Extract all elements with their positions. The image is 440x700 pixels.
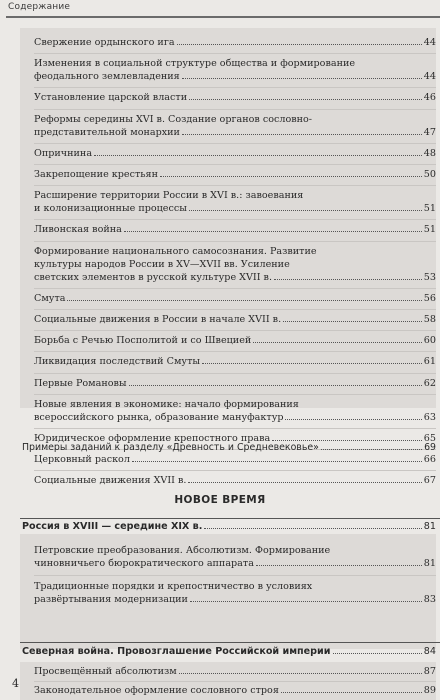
toc-entry — [34, 453, 436, 466]
toc-entry-page: 63 — [423, 411, 436, 423]
toc-entry-line: и колонизационные процессы — [34, 203, 187, 215]
leader-dots — [189, 99, 422, 100]
leader-dots — [202, 363, 422, 364]
toc-entry-line: Борьба с Речью Посполитой и со Швецией — [34, 335, 252, 347]
toc-entry-line: Свержение ордынского ига — [34, 37, 175, 48]
toc-entry — [34, 580, 436, 606]
leader-dots — [333, 653, 422, 654]
toc-entry-line: Опричнина — [34, 147, 93, 159]
leader-dots — [160, 176, 422, 177]
entry-divider — [34, 219, 436, 220]
toc-entry — [34, 292, 436, 305]
toc-entry-line: Просвещённый абсолютизм — [34, 666, 177, 677]
toc-entry-line: Петровские преобразования. Абсолютизм. Формирование — [34, 545, 331, 556]
leader-dots — [188, 482, 421, 483]
entry-divider — [34, 87, 436, 88]
entry-divider — [34, 470, 436, 471]
toc-entry-page: 50 — [423, 169, 436, 180]
toc-entry-page: 51 — [423, 224, 436, 236]
toc-entry-page: 51 — [423, 203, 436, 215]
toc-entry-line: Законодательное оформление сословного строя — [34, 685, 279, 696]
toc-entry-page: 47 — [423, 126, 436, 138]
leader-dots — [177, 44, 422, 45]
entry-divider — [34, 288, 436, 289]
toc-entry-line: Социальные движения в России в начале XVII в. — [34, 314, 282, 325]
entry-divider — [34, 241, 436, 242]
toc-entry-line: чиновничьего бюрократического аппарата — [34, 558, 254, 569]
toc-entry-page: 61 — [423, 356, 436, 368]
toc-entry — [34, 665, 436, 678]
chapter-page: 81 — [423, 521, 436, 532]
toc-entry — [34, 398, 436, 424]
toc-entry-page: 44 — [423, 37, 436, 48]
toc-entry-page: 67 — [423, 475, 436, 487]
entry-divider — [34, 575, 436, 576]
toc-entry — [34, 355, 436, 368]
toc-entry — [34, 334, 436, 347]
section-title-new-era: НОВОЕ ВРЕМЯ — [174, 494, 266, 506]
toc-entry-line: Закрепощение крестьян — [34, 169, 158, 180]
entry-divider — [34, 143, 436, 144]
leader-dots — [179, 673, 422, 674]
toc-entry-page: 89 — [423, 685, 436, 696]
toc-entry-page: 65 — [423, 433, 436, 444]
toc-entry — [34, 168, 436, 181]
toc-entry — [34, 245, 436, 284]
leader-dots — [124, 231, 422, 232]
toc-entry-line: Юридическое оформление крепостного права — [34, 433, 271, 444]
toc-entry-line: Социальные движения XVII в. — [34, 475, 187, 487]
entry-divider — [34, 309, 436, 310]
leader-dots — [274, 279, 422, 280]
toc-entry — [34, 189, 436, 215]
toc-entry — [34, 684, 436, 697]
toc-entry — [34, 91, 436, 104]
leader-dots — [94, 155, 422, 156]
toc-entry — [34, 57, 436, 83]
entry-divider — [34, 373, 436, 374]
toc-entry-line: развёртывания модернизации — [34, 594, 188, 605]
toc-entry-page: 58 — [423, 314, 436, 325]
chapter-title: Северная война. Провозглашение Российской империи — [22, 646, 331, 657]
toc-entry-page: 48 — [423, 147, 436, 159]
leader-dots — [281, 692, 422, 693]
leader-dots — [67, 300, 421, 301]
toc-entry-line: Реформы середины XVI в. Создание органов сословно- — [34, 113, 313, 125]
leader-dots — [283, 321, 422, 322]
toc-entry-page: 60 — [423, 335, 436, 347]
entry-divider — [34, 109, 436, 110]
entry-divider — [34, 351, 436, 352]
toc-entry-page: 81 — [423, 558, 436, 569]
toc-entry-line: Первые Романовы — [34, 377, 127, 389]
toc-entry — [34, 544, 436, 570]
entry-divider — [34, 428, 436, 429]
entry-divider — [34, 681, 436, 682]
leader-dots — [189, 210, 422, 211]
toc-entry-page: 83 — [423, 594, 436, 605]
toc-entry-line: Расширение территории России в XVI в.: завоевания — [34, 190, 304, 202]
toc-entry — [34, 313, 436, 326]
entry-divider — [34, 394, 436, 395]
chapter-russia-18 — [22, 520, 436, 533]
toc-entry — [34, 113, 436, 139]
leader-dots — [190, 601, 422, 602]
header-rule — [6, 16, 440, 18]
chapter-page: 84 — [423, 646, 436, 657]
toc-entry-line: Ликвидация последствий Смуты — [34, 356, 201, 368]
toc-entry-line: культуры народов России в XV—XVII вв. Усиление — [34, 258, 290, 270]
toc-entry-line: Формирование национального самосознания. Развитие — [34, 245, 317, 257]
leader-dots — [182, 78, 422, 79]
toc-entry-page: 53 — [423, 271, 436, 283]
entry-divider — [34, 185, 436, 186]
toc-entry-line: Церковный раскол — [34, 454, 130, 466]
leader-dots — [253, 342, 422, 343]
toc-entry-line: светских элементов в русской культуре XVII в. — [34, 271, 273, 283]
toc-entry-line: Установление царской власти — [34, 92, 188, 104]
leader-dots — [204, 528, 421, 529]
toc-entry-line: представительной монархии — [34, 126, 180, 138]
toc-entry-line: Изменения в социальной структуре общества и формирование — [34, 58, 356, 70]
entry-divider — [34, 53, 436, 54]
entry-divider — [34, 164, 436, 165]
toc-entry-line: феодального землевладения — [34, 71, 180, 83]
chapter-northern-war — [22, 645, 436, 658]
toc-entry-page: 87 — [423, 666, 436, 677]
toc-entry-page: 44 — [423, 71, 436, 83]
section-rule — [20, 518, 440, 519]
toc-entry-line: Смута — [34, 292, 66, 304]
running-header: Содержание — [8, 2, 71, 12]
toc-entry-page: 62 — [423, 377, 436, 389]
toc-entry-line: Новые явления в экономике: начало формирования — [34, 398, 299, 410]
toc-entry — [34, 36, 436, 49]
toc-entry-line: Ливонская война — [34, 224, 122, 236]
toc-entry-line: всероссийского рынка, образование мануфактур — [34, 411, 284, 423]
toc-entry-page: 56 — [423, 292, 436, 304]
toc-entry-page: 46 — [423, 92, 436, 104]
examples-entry — [22, 441, 436, 454]
toc-entry-line: Традиционные порядки и крепостничество в условиях — [34, 581, 313, 592]
toc-entry-page: 66 — [423, 454, 436, 466]
entry-divider — [34, 330, 436, 331]
examples-page: 69 — [424, 442, 436, 453]
section-rule — [20, 642, 440, 643]
toc-entry — [34, 474, 436, 487]
toc-entry — [34, 377, 436, 390]
chapter-title: Россия в XVIII — середине XIX в. — [22, 521, 203, 532]
examples-text: Примеры заданий к разделу «Древность и Средневековье» — [22, 442, 319, 453]
toc-entry — [34, 223, 436, 236]
leader-dots — [285, 419, 421, 420]
leader-dots — [256, 565, 422, 566]
leader-dots — [129, 385, 422, 386]
toc-entry — [34, 147, 436, 160]
leader-dots — [321, 449, 422, 450]
leader-dots — [182, 134, 422, 135]
page-number: 4 — [12, 677, 19, 690]
leader-dots — [132, 461, 422, 462]
